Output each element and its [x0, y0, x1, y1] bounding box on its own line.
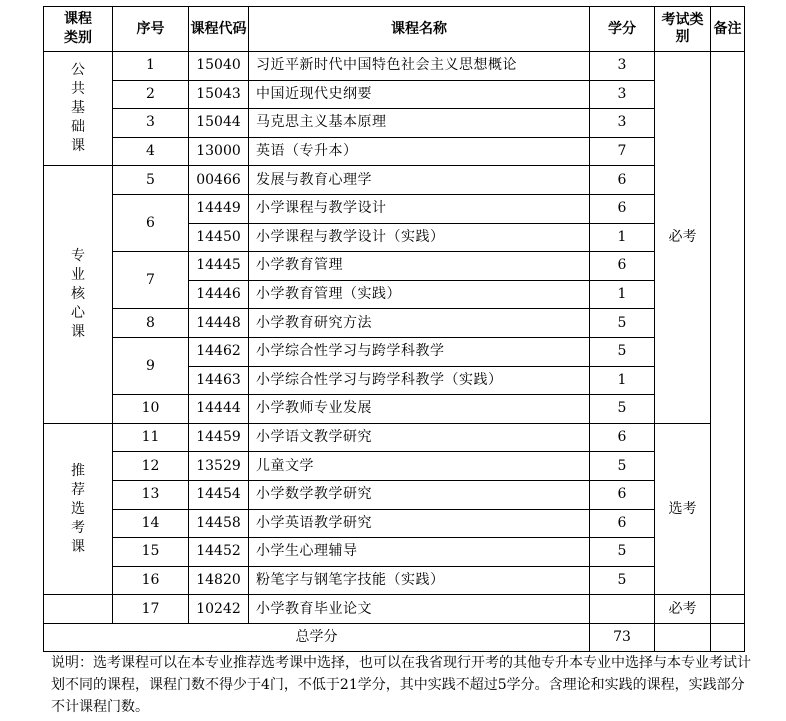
table-row: [44, 80, 745, 109]
name-cell: 小学教育毕业论文: [249, 595, 590, 624]
name-cell: 小学语文教学研究: [249, 423, 590, 452]
total-label: 总学分: [44, 623, 590, 652]
seq-cell: 12: [113, 452, 189, 481]
credit-cell: 5: [590, 309, 655, 338]
table-row: [44, 452, 745, 481]
code-cell: 14449: [189, 194, 249, 223]
code-cell: 14444: [189, 395, 249, 424]
code-cell: 00466: [189, 166, 249, 195]
total-value: 73: [590, 623, 655, 652]
table-row: [44, 52, 745, 81]
table-row: [44, 595, 745, 624]
code-cell: 14458: [189, 509, 249, 538]
name-cell: 小学教育研究方法: [249, 309, 590, 338]
exam-type-elective: 选考: [655, 423, 711, 595]
code-cell: 13000: [189, 137, 249, 166]
code-cell: 14450: [189, 223, 249, 252]
code-cell: 14463: [189, 366, 249, 395]
header-code: 课程代码: [189, 7, 249, 52]
code-cell: 14445: [189, 252, 249, 281]
code-cell: 14448: [189, 309, 249, 338]
credit-cell: [590, 595, 655, 624]
seq-cell: 1: [113, 52, 189, 81]
name-cell: 小学教育管理（实践）: [249, 280, 590, 309]
credit-cell: 5: [590, 538, 655, 567]
total-empty-remark: [711, 623, 745, 652]
exam-type-required: 必考: [655, 52, 711, 424]
seq-cell: 13: [113, 480, 189, 509]
credit-cell: 1: [590, 366, 655, 395]
name-cell: 小学教育管理: [249, 252, 590, 281]
seq-cell: 11: [113, 423, 189, 452]
table-row: [44, 137, 745, 166]
seq-cell: 6: [113, 194, 189, 251]
name-cell: 小学课程与教学设计: [249, 194, 590, 223]
total-row: [44, 623, 745, 652]
table-row: [44, 194, 745, 223]
credit-cell: 6: [590, 252, 655, 281]
code-cell: 14452: [189, 538, 249, 567]
seq-cell: 8: [113, 309, 189, 338]
code-cell: 14446: [189, 280, 249, 309]
header-category: 课程类别: [44, 7, 113, 52]
credit-cell: 1: [590, 223, 655, 252]
name-cell: 习近平新时代中国特色社会主义思想概论: [249, 52, 590, 81]
code-cell: 13529: [189, 452, 249, 481]
seq-cell: 17: [113, 595, 189, 624]
table-row: [44, 423, 745, 452]
credit-cell: 7: [590, 137, 655, 166]
code-cell: 10242: [189, 595, 249, 624]
seq-cell: 16: [113, 566, 189, 595]
remark-cell: [711, 52, 745, 595]
name-cell: 马克思主义基本原理: [249, 109, 590, 138]
name-cell: 中国近现代史纲要: [249, 80, 590, 109]
exam-type-required-thesis: 必考: [655, 595, 711, 624]
table-row: [44, 509, 745, 538]
table-row: [44, 309, 745, 338]
credit-cell: 5: [590, 566, 655, 595]
table-row: [44, 395, 745, 424]
seq-cell: 14: [113, 509, 189, 538]
seq-cell: 7: [113, 252, 189, 309]
credit-cell: 3: [590, 52, 655, 81]
credit-cell: 6: [590, 480, 655, 509]
group-recommended: 推荐选考课: [44, 423, 113, 595]
credit-cell: 5: [590, 337, 655, 366]
table-row: [44, 566, 745, 595]
total-empty-exam: [655, 623, 711, 652]
seq-cell: 10: [113, 395, 189, 424]
code-cell: 14820: [189, 566, 249, 595]
seq-cell: 5: [113, 166, 189, 195]
table-row: [44, 166, 745, 195]
name-cell: 小学综合性学习与跨学科教学（实践）: [249, 366, 590, 395]
name-cell: 小学综合性学习与跨学科教学: [249, 337, 590, 366]
code-cell: 14462: [189, 337, 249, 366]
code-cell: 15043: [189, 80, 249, 109]
table-row: [44, 337, 745, 366]
group-core: 专业核心课: [44, 166, 113, 423]
credit-cell: 1: [590, 280, 655, 309]
name-cell: 英语（专升本）: [249, 137, 590, 166]
header-seq: 序号: [113, 7, 189, 52]
name-cell: 小学课程与教学设计（实践）: [249, 223, 590, 252]
name-cell: 小学数学教学研究: [249, 480, 590, 509]
credit-cell: 6: [590, 509, 655, 538]
code-cell: 14459: [189, 423, 249, 452]
table-row: [44, 109, 745, 138]
header-exam-type: 考试类别: [655, 7, 711, 52]
name-cell: 儿童文学: [249, 452, 590, 481]
course-plan-table: [43, 6, 745, 652]
header-credit: 学分: [590, 7, 655, 52]
seq-cell: 3: [113, 109, 189, 138]
code-cell: 14454: [189, 480, 249, 509]
credit-cell: 6: [590, 166, 655, 195]
credit-cell: 3: [590, 109, 655, 138]
table-row: [44, 480, 745, 509]
seq-cell: 4: [113, 137, 189, 166]
header-row: [44, 7, 745, 52]
credit-cell: 3: [590, 80, 655, 109]
name-cell: 粉笔字与钢笔字技能（实践）: [249, 566, 590, 595]
code-cell: 15044: [189, 109, 249, 138]
name-cell: 小学教师专业发展: [249, 395, 590, 424]
credit-cell: 5: [590, 395, 655, 424]
code-cell: 15040: [189, 52, 249, 81]
seq-cell: 2: [113, 80, 189, 109]
name-cell: 小学英语教学研究: [249, 509, 590, 538]
table-row: [44, 538, 745, 567]
remark-cell: [711, 595, 745, 624]
footnote: 说明：选考课程可以在本专业推荐选考课中选择，也可以在我省现行开考的其他专升本专业中选择与本专业考试计划不同的课程，课程门数不得少于4门，不低于21学分，其中实践不超过5学分。含理论和实践的课程，实践部分不计课程门数。: [51, 655, 751, 715]
credit-cell: 6: [590, 194, 655, 223]
group-public: 公共基础课: [44, 52, 113, 166]
table-row: [44, 252, 745, 281]
credit-cell: 6: [590, 423, 655, 452]
header-remark: 备注: [711, 7, 745, 52]
header-name: 课程名称: [249, 7, 590, 52]
category-empty-cell: [44, 595, 113, 624]
name-cell: 小学生心理辅导: [249, 538, 590, 567]
seq-cell: 15: [113, 538, 189, 567]
credit-cell: 5: [590, 452, 655, 481]
seq-cell: 9: [113, 337, 189, 394]
name-cell: 发展与教育心理学: [249, 166, 590, 195]
